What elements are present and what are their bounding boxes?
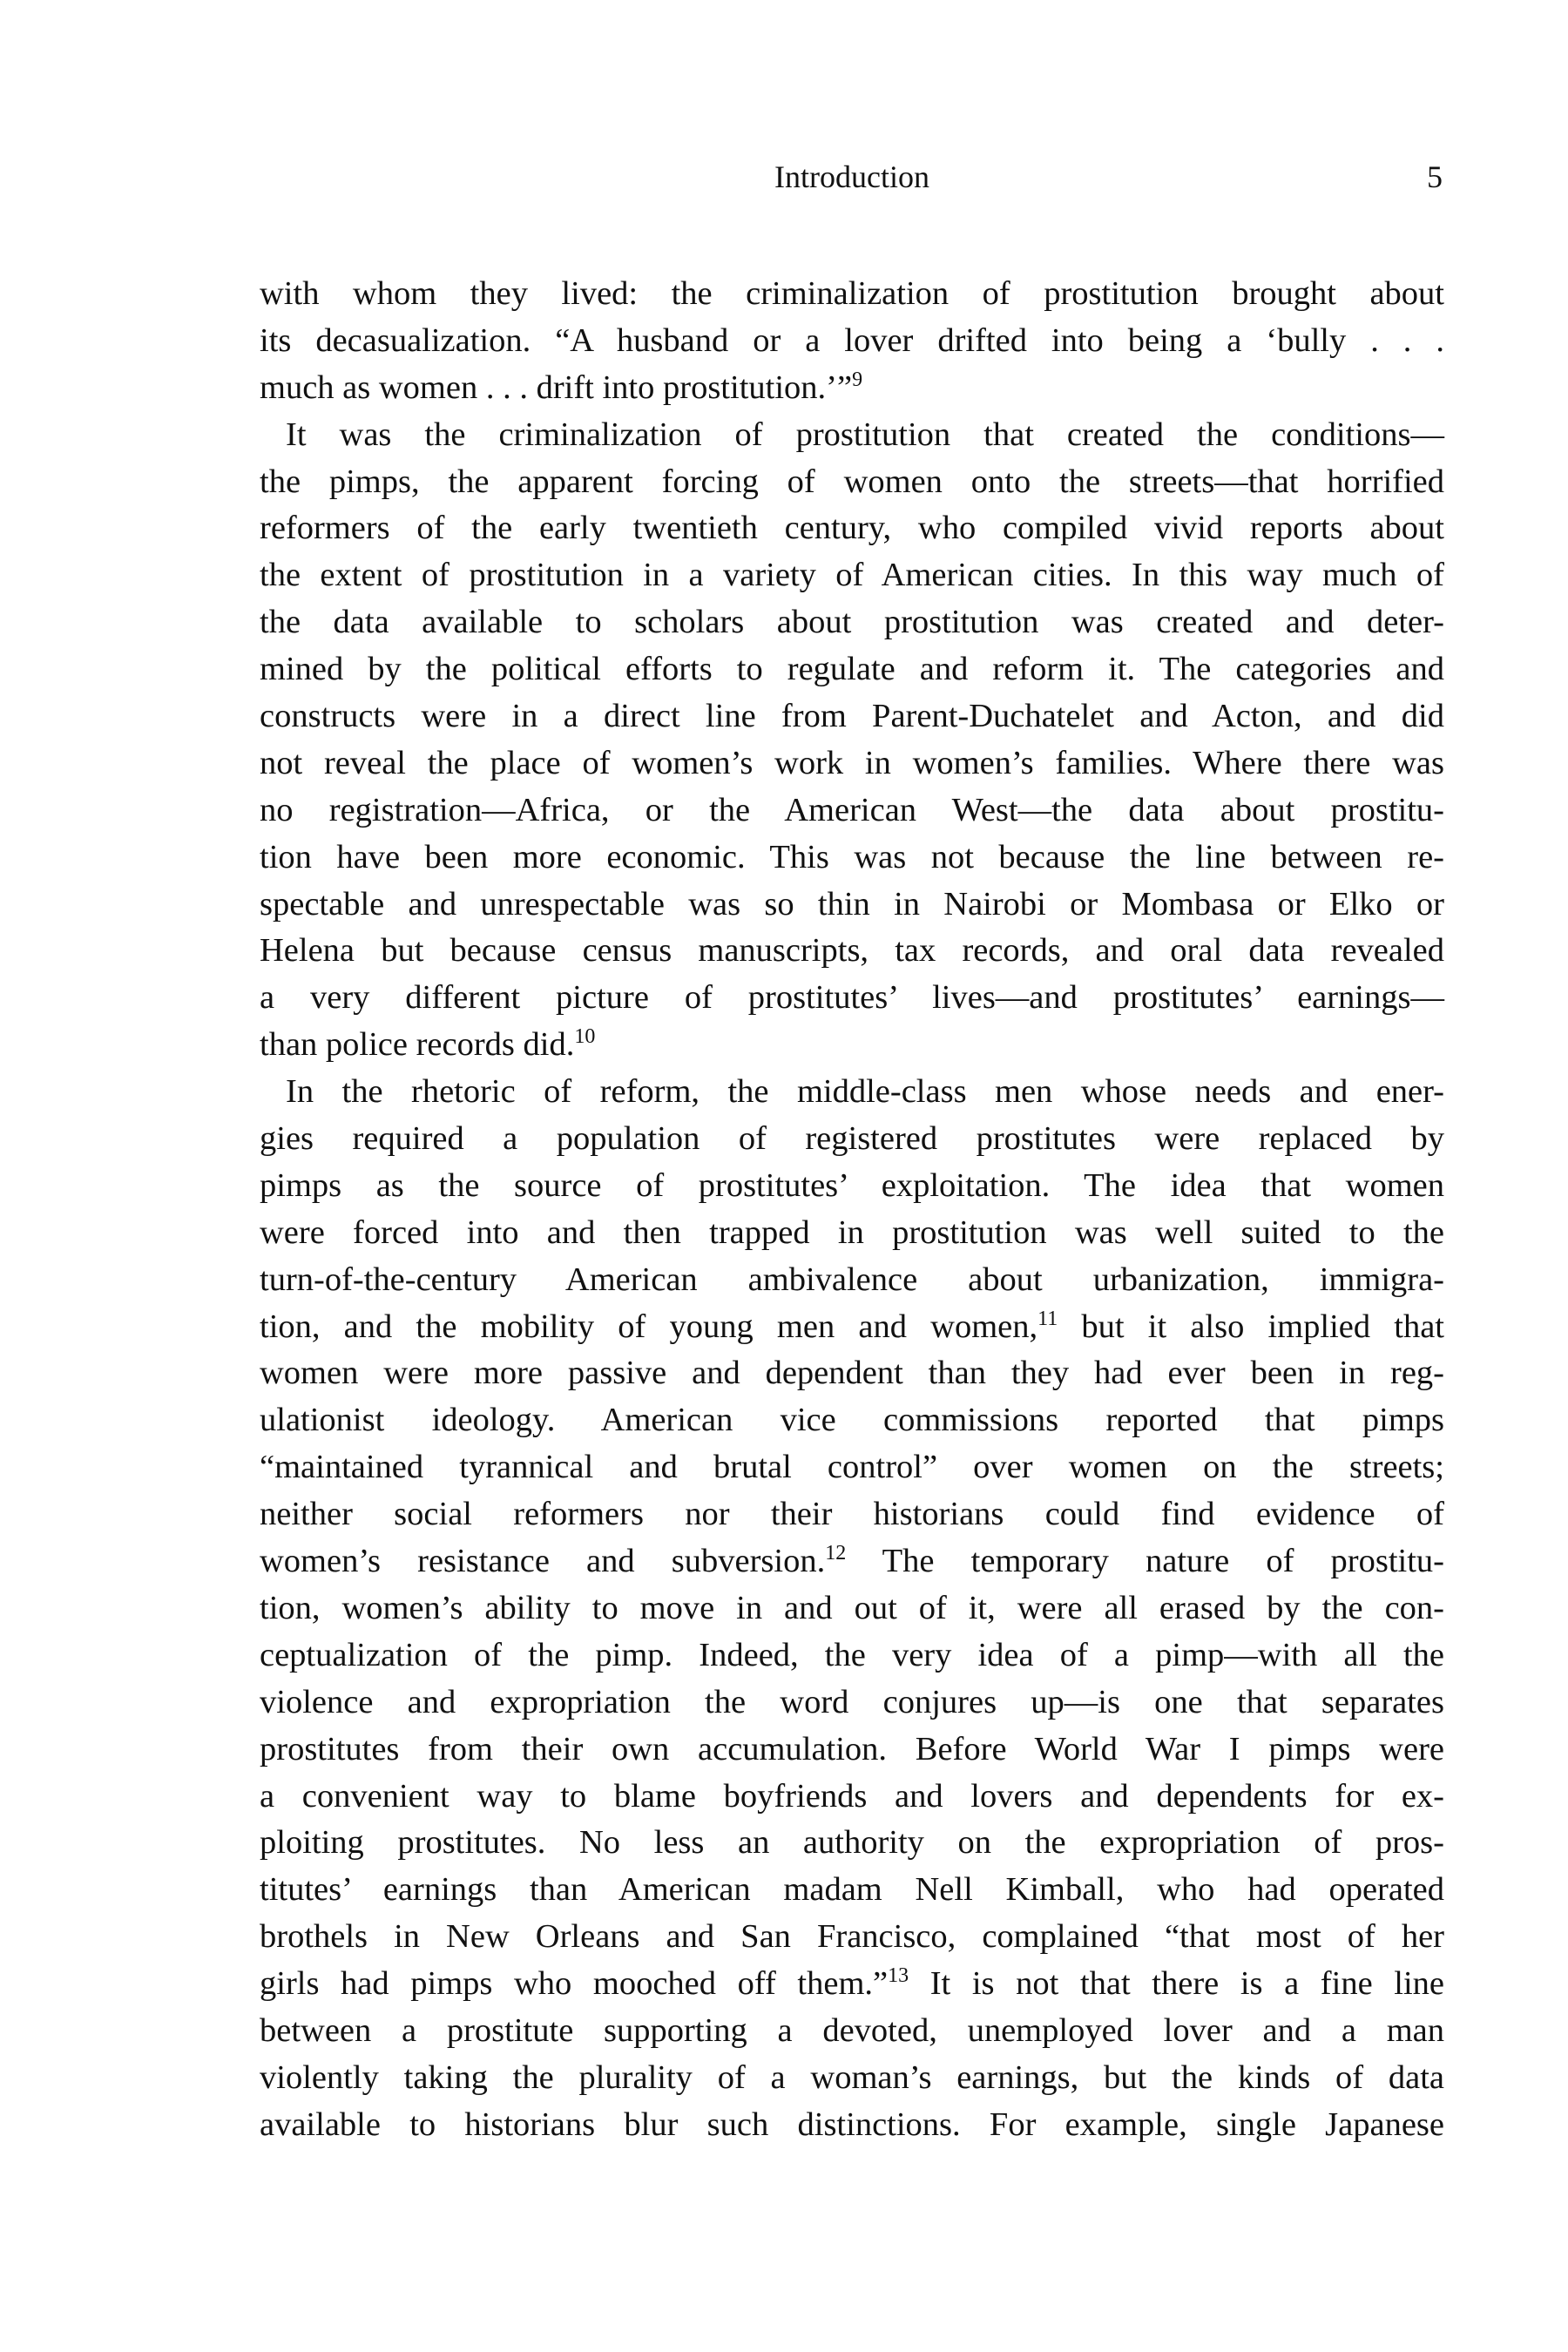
text-line <box>260 2055 1444 2102</box>
line-text: constructs were in a direct line from Parent-Duchatelet and Acton, and did <box>260 698 1444 735</box>
page-number: 5 <box>1427 159 1443 194</box>
text-line <box>260 365 1444 412</box>
text-line <box>260 740 1444 787</box>
line-text: violently taking the plurality of a woman’s earnings, but the kinds of data <box>260 2058 1444 2096</box>
footnote-marker: 10 <box>574 1025 596 1049</box>
text-line <box>260 1961 1444 2008</box>
line-text: a convenient way to blame boyfriends and lovers and dependents for ex- <box>260 1777 1444 1815</box>
line-text: In the rhetoric of reform, the middle-class men whose needs and ener- <box>286 1073 1444 1111</box>
line-text: ceptualization of the pimp. Indeed, the very idea of a pimp—with all the <box>260 1636 1444 1673</box>
line-text: available to historians blur such distinctions. For example, single Japanese <box>260 2105 1444 2143</box>
running-head <box>260 153 1444 200</box>
footnote-marker: 11 <box>1037 1307 1058 1330</box>
line-text: much as women . . . drift into prostitution.’” <box>260 368 853 406</box>
text-line <box>260 1867 1444 1914</box>
line-text: neither social reformers nor their historians could find evidence of <box>260 1496 1444 1533</box>
line-text: girls had pimps who mooched off them.” <box>260 1965 889 2003</box>
footnote-marker: 12 <box>825 1542 847 1565</box>
text-line <box>260 1163 1444 1210</box>
line-text: titutes’ earnings than American madam Nell Kimball, who had operated <box>260 1871 1444 1909</box>
line-text: women’s resistance and subversion. <box>260 1543 826 1580</box>
chapter-title: Introduction <box>774 159 929 194</box>
text-line <box>260 1350 1444 1397</box>
text-line <box>260 1022 1444 1069</box>
line-text: the pimps, the apparent forcing of women onto the streets—that horrified <box>260 463 1444 500</box>
text-line <box>260 693 1444 740</box>
text-line <box>260 1210 1444 1257</box>
text-line <box>260 1444 1444 1491</box>
line-text: turn-of-the-century American ambivalence about urbanization, immigra- <box>260 1260 1444 1298</box>
text-line <box>260 1397 1444 1444</box>
text-line <box>260 459 1444 506</box>
text-line <box>260 2102 1444 2149</box>
line-text: Helena but because census manuscripts, tax records, and oral data revealed <box>260 932 1444 970</box>
text-line <box>260 1069 1444 1116</box>
line-text: the extent of prostitution in a variety of American cities. In this way much of <box>260 557 1444 594</box>
text-line <box>260 1116 1444 1163</box>
text-line <box>260 646 1444 693</box>
text-line <box>260 318 1444 365</box>
line-text: ulationist ideology. American vice commissions reported that pimps <box>260 1402 1444 1439</box>
line-text-continued: It is not that there is a fine line <box>909 1965 1445 2003</box>
text-line <box>260 787 1444 835</box>
text-line <box>260 505 1444 552</box>
line-text: tion have been more economic. This was not because the line between re- <box>260 838 1444 875</box>
line-text: than police records did. <box>260 1026 575 1064</box>
line-text: were forced into and then trapped in prostitution was well suited to the <box>260 1213 1444 1251</box>
line-text: not reveal the place of women’s work in women’s families. Where there was <box>260 744 1444 781</box>
line-text: spectable and unrespectable was so thin in Nairobi or Mombasa or Elko or <box>260 885 1444 923</box>
line-text: reformers of the early twentieth century, who compiled vivid reports about <box>260 510 1444 547</box>
text-line <box>260 1727 1444 1774</box>
text-line <box>260 975 1444 1022</box>
text-line <box>260 1774 1444 1821</box>
line-text: tion, women’s ability to move in and out of it, were all erased by the con- <box>260 1589 1444 1626</box>
text-line <box>260 599 1444 646</box>
line-text: ploiting prostitutes. No less an authority on the expropriation of pros- <box>260 1824 1444 1862</box>
line-text: a very different picture of prostitutes’ lives—and prostitutes’ earnings— <box>260 979 1444 1017</box>
line-text-continued: but it also implied that <box>1058 1308 1445 1345</box>
text-line <box>260 552 1444 599</box>
text-line <box>260 1680 1444 1727</box>
text-line <box>260 2008 1444 2055</box>
body-text <box>260 271 1444 2149</box>
line-text: tion, and the mobility of young men and women, <box>260 1308 1038 1345</box>
line-text: violence and expropriation the word conjures up—is one that separates <box>260 1683 1444 1720</box>
line-text: between a prostitute supporting a devoted, unemployed lover and a man <box>260 2011 1444 2049</box>
text-line <box>260 1491 1444 1538</box>
footnote-marker: 9 <box>852 368 863 391</box>
text-line <box>260 928 1444 975</box>
line-text: brothels in New Orleans and San Francisco, complained “that most of her <box>260 1918 1444 1956</box>
line-text: the data available to scholars about prostitution was created and deter- <box>260 604 1444 641</box>
text-line <box>260 1632 1444 1680</box>
text-line <box>260 882 1444 929</box>
text-line <box>260 1538 1444 1585</box>
line-text: no registration—Africa, or the American West—the data about prostitu- <box>260 791 1444 828</box>
line-text: its decasualization. “A husband or a lover drifted into being a ‘bully . . . <box>260 321 1444 359</box>
line-text: with whom they lived: the criminalization of prostitution brought about <box>260 275 1444 312</box>
line-text: women were more passive and dependent than they had ever been in reg- <box>260 1355 1444 1392</box>
text-line <box>260 1304 1444 1351</box>
line-text: mined by the political efforts to regulate and reform it. The categories and <box>260 651 1444 688</box>
line-text: “maintained tyrannical and brutal control” over women on the streets; <box>260 1449 1444 1486</box>
text-line <box>260 1820 1444 1867</box>
text-line <box>260 271 1444 318</box>
line-text: gies required a population of registered prostitutes were replaced by <box>260 1120 1444 1158</box>
text-line <box>260 835 1444 882</box>
line-text: pimps as the source of prostitutes’ exploitation. The idea that women <box>260 1166 1444 1204</box>
text-line <box>260 1585 1444 1632</box>
text-line <box>260 412 1444 459</box>
text-line <box>260 1914 1444 1961</box>
line-text-continued: The temporary nature of prostitu- <box>846 1543 1444 1580</box>
footnote-marker: 13 <box>888 1964 909 1988</box>
text-line <box>260 1257 1444 1304</box>
line-text: prostitutes from their own accumulation. Before World War I pimps were <box>260 1730 1444 1767</box>
line-text: It was the criminalization of prostitution that created the conditions— <box>286 416 1444 453</box>
